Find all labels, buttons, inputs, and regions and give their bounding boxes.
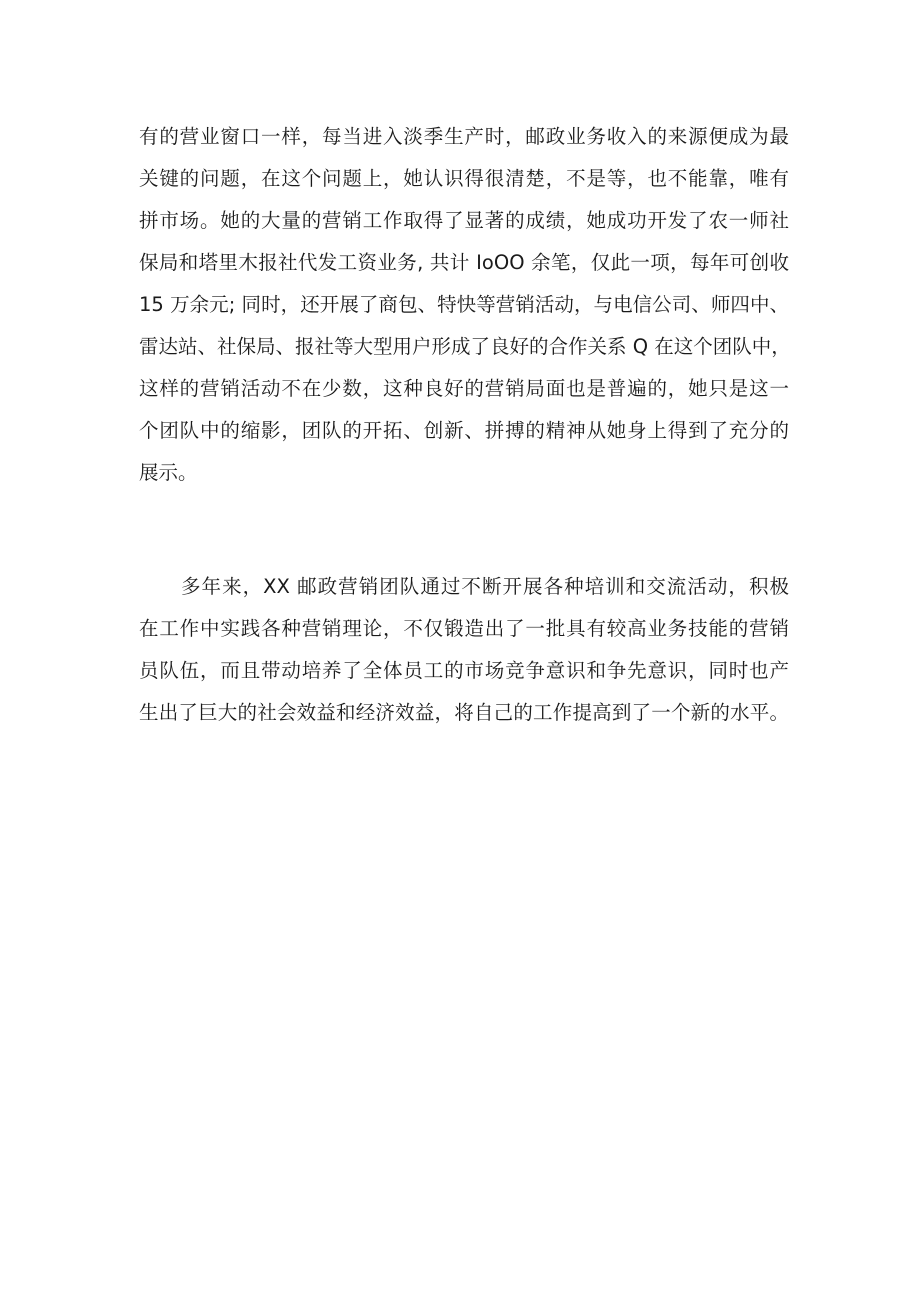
paragraph-line: 生出了巨大的社会效益和经济效益，将自己的工作提高到了一个新的水平。 [139, 701, 789, 724]
paragraph-line: 员队伍，而且带动培养了全体员工的市场竞争意识和争先意识，同时也产 [139, 659, 789, 682]
paragraph-line: 拼市场。她的大量的营销工作取得了显著的成绩，她成功开发了农一师社 [139, 209, 789, 232]
paragraph-line: 保局和塔里木报社代发工资业务, 共计 IoOO 余笔，仅此一项，每年可创收 [139, 251, 789, 274]
paragraph-line: 15 万余元; 同时，还开展了商包、特快等营销活动，与电信公司、师四中、 [139, 293, 789, 316]
paragraph-2 [139, 566, 789, 734]
paragraph-line: 个团队中的缩影，团队的开拓、创新、拼搏的精神从她身上得到了充分的 [139, 419, 789, 442]
paragraph-line: 在工作中实践各种营销理论，不仅锻造出了一批具有较高业务技能的营销 [139, 617, 789, 640]
paragraph-1 [139, 116, 789, 494]
paragraph-line: 有的营业窗口一样，每当进入淡季生产时，邮政业务收入的来源便成为最 [139, 125, 789, 148]
paragraph-line: 关键的问题，在这个问题上，她认识得很清楚，不是等，也不能靠，唯有 [139, 167, 789, 190]
paragraph-line: 展示。 [139, 461, 198, 484]
paragraph-line: 多年来，XX 邮政营销团队通过不断开展各种培训和交流活动，积极 [181, 575, 789, 598]
paragraph-line: 雷达站、社保局、报社等大型用户形成了良好的合作关系 Q 在这个团队中， [139, 335, 791, 358]
paragraph-line: 这样的营销活动不在少数，这种良好的营销局面也是普遍的，她只是这一 [139, 377, 789, 400]
